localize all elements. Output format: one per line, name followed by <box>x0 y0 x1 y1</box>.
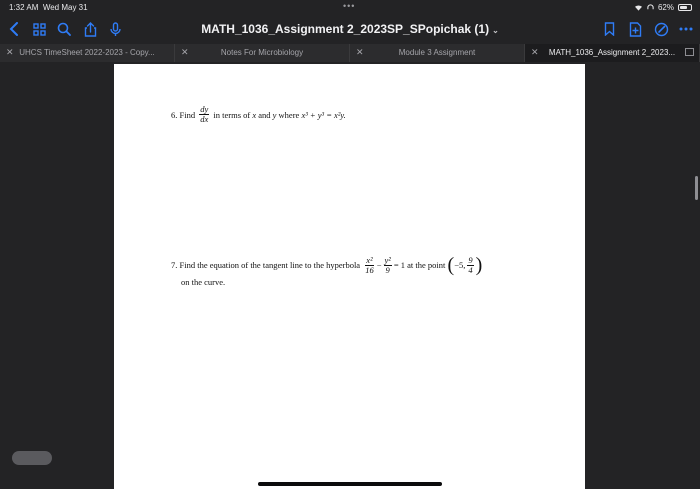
page-indicator-pill[interactable] <box>12 451 52 465</box>
tab-close-icon[interactable]: ✕ <box>356 47 364 57</box>
tab-math-assignment[interactable]: ✕ MATH_1036_Assignment 2_2023... <box>525 44 700 62</box>
bookmark-icon[interactable] <box>600 20 618 38</box>
fraction-9-4: $\frac{9}{4}$ <box>468 254 473 275</box>
battery-percent: 62% <box>657 3 674 12</box>
tab-uhcs-timesheet[interactable]: ✕ UHCS TimeSheet 2022-2023 - Copy... <box>0 44 175 62</box>
more-options-icon[interactable] <box>677 20 695 38</box>
split-view-icon[interactable] <box>685 48 694 56</box>
title-chevron-down-icon[interactable]: ⌄ <box>492 26 499 35</box>
status-right <box>634 3 692 12</box>
problem-6: 6. Find $\frac{dy}{dx}$ in terms of x and y where x³ + y³ = x²y. <box>171 104 346 124</box>
toolbar <box>0 14 700 44</box>
home-indicator[interactable] <box>258 482 442 486</box>
tab-notes-microbiology[interactable]: ✕ Notes For Microbiology <box>175 44 350 62</box>
tab-close-icon[interactable]: ✕ <box>6 47 14 57</box>
add-page-icon[interactable] <box>626 20 644 38</box>
battery-icon <box>678 4 692 11</box>
status-bar <box>0 0 700 14</box>
scrollbar[interactable] <box>695 176 698 200</box>
pdf-page[interactable] <box>114 64 585 489</box>
tab-bar <box>0 44 700 62</box>
fraction-dy-dx: $\frac{dy}{dx}$ <box>200 104 209 124</box>
problem-7-line-2: on the curve. <box>181 277 226 287</box>
document-title[interactable]: MATH_1036_Assignment 2_2023SP_SPopichak (1) ⌄ <box>201 22 499 36</box>
markup-pen-icon[interactable] <box>652 20 670 38</box>
fraction-y2-9: $\frac{\text{y²}}{9}$ <box>384 254 391 275</box>
tab-close-icon[interactable]: ✕ <box>181 47 189 57</box>
problem-7: 7. Find the equation of the tangent line to the hyperbola $\frac{\text{x²}}{16}$ − $\frac{\text{y²}}{9}$ = 1 at the point ( −5, $\frac{9}{4}$ ) <box>171 254 483 276</box>
fraction-x2-16: $\frac{\text{x²}}{16}$ <box>365 254 374 275</box>
tab-module-3[interactable]: ✕ Module 3 Assignment <box>350 44 525 62</box>
status-time: 1:32 AM Wed May 31 <box>9 3 88 12</box>
headphones-icon <box>647 4 654 11</box>
multitask-dots[interactable]: ••• <box>343 1 356 11</box>
wifi-icon <box>634 4 643 11</box>
tab-close-icon[interactable]: ✕ <box>531 47 539 57</box>
